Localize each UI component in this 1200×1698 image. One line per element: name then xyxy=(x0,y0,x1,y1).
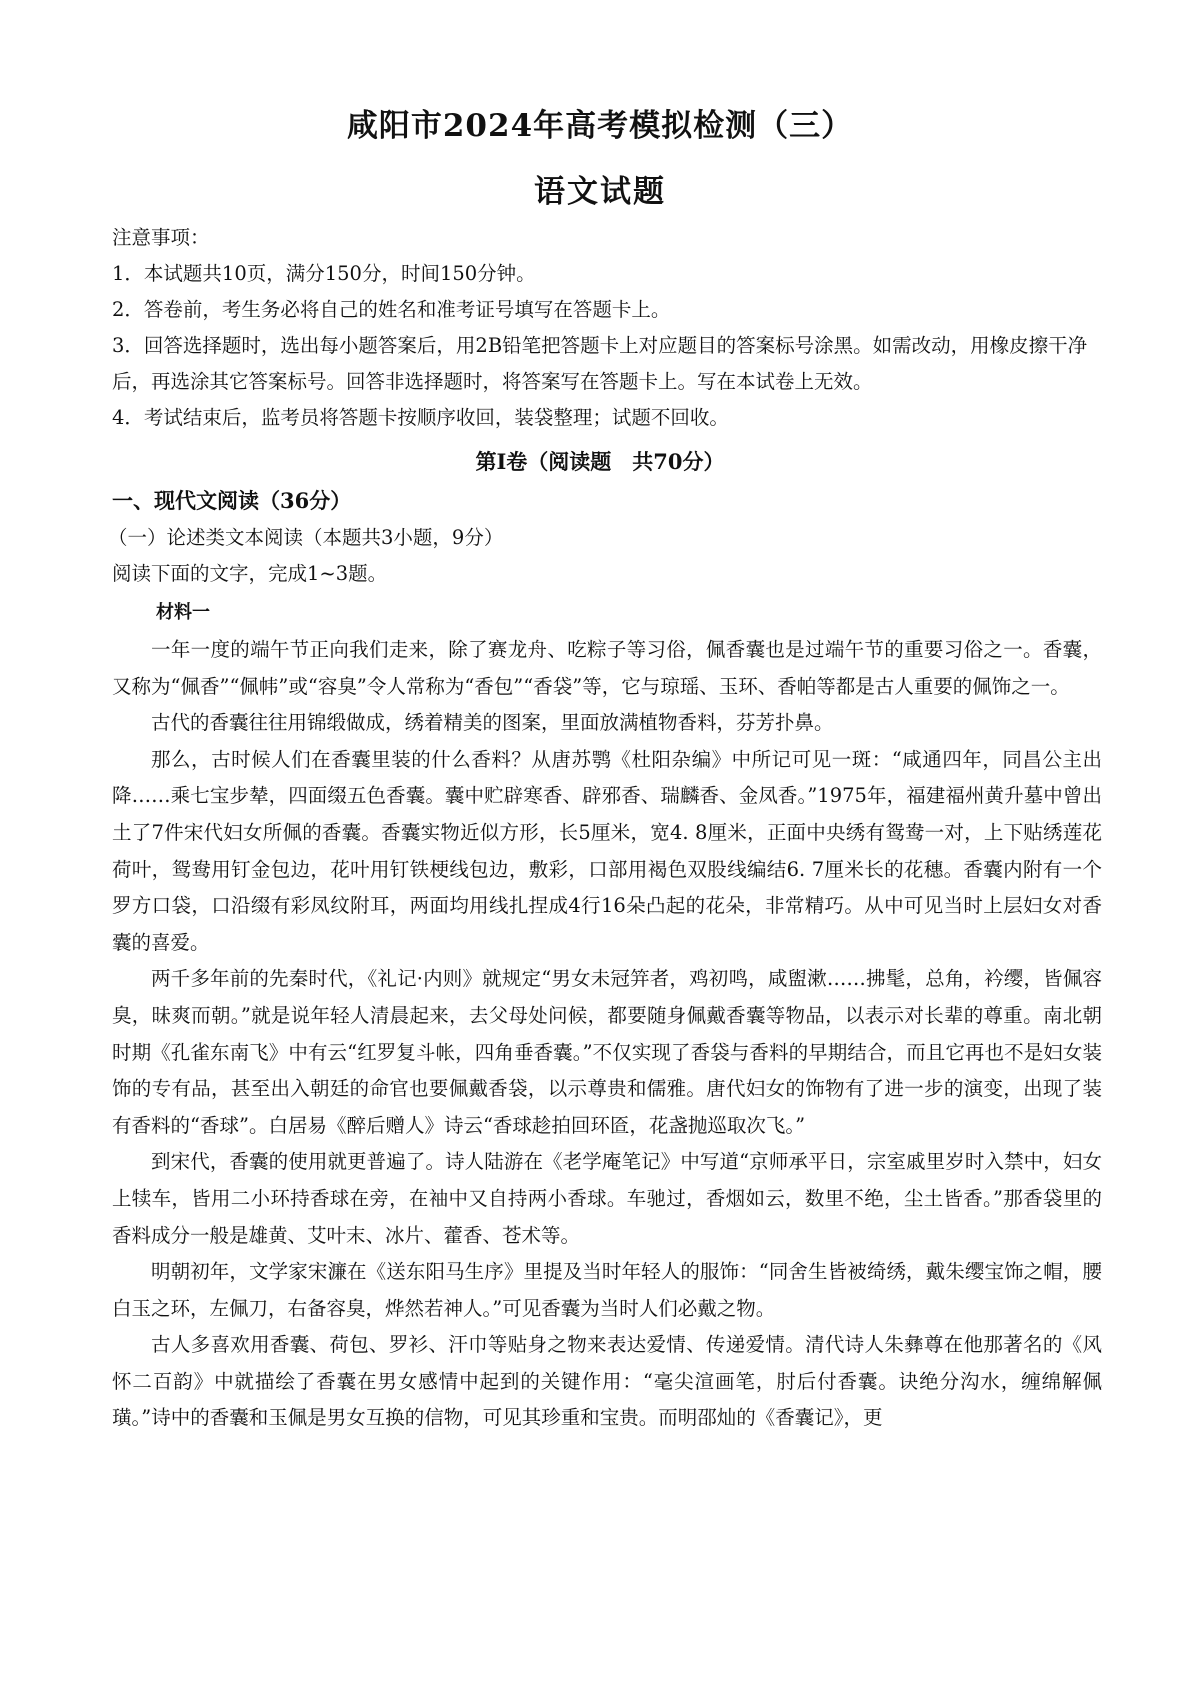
notice-item: 1．本试题共10页，满分150分，时间150分钟。 xyxy=(112,262,536,285)
article-paragraph: 一年一度的端午节正向我们走来，除了赛龙舟、吃粽子等习俗，佩香囊也是过端午节的重要习俗之一。香囊，又称为“佩香”“佩帏”或“容臭”令人常称为“香包”“香袋”等，它与琼瑶、玉环、香帕等都是古人重要的佩饰之一。 xyxy=(112,638,1102,698)
article-paragraph: 两千多年前的先秦时代，《礼记·内则》就规定“男女未冠笄者，鸡初鸣，咸盥漱……拂髦，总角，衿缨，皆佩容臭，昧爽而朝。”就是说年轻人清晨起来，去父母处问候，都要随身佩戴香囊等物品，以表示对长辈的尊重。南北朝时期《孔雀东南飞》中有云“红罗复斗帐，四角垂香囊。”不仅实现了香袋与香料的早期结合，而且它再也不是妇女装饰的专有品，甚至出入朝廷的命官也要佩戴香袋，以示尊贵和儒雅。唐代妇女的饰物有了进一步的演变，出现了装有香料的“香球”。白居易《醉后赠人》诗云“香球趁拍回环匼，花盏抛巡取次飞。” xyxy=(112,967,1102,1137)
article-paragraph: 明朝初年，文学家宋濂在《送东阳马生序》里提及当时年轻人的服饰：“同舍生皆被绮绣，戴朱缨宝饰之帽，腰白玉之环，左佩刀，右备容臭，烨然若神人。”可见香囊为当时人们必戴之物。 xyxy=(112,1260,1102,1320)
article-paragraph: 那么，古时候人们在香囊里装的什么香料？从唐苏鹗《杜阳杂编》中所记可见一斑：“咸通四年，同昌公主出降……乘七宝步辇，四面缀五色香囊。囊中贮辟寒香、辟邪香、瑞麟香、金凤香。”1975年，福建福州黄升墓中曾出土了7件宋代妇女所佩的香囊。香囊实物近似方形，长5厘米，宽4. 8厘米，正面中央绣有鸳鸯一对，上下贴绣莲花荷叶，鸳鸯用钉金包边，花叶用钉铁梗线包边，敷彩，口部用褐色双股线编结6. 7厘米长的花穗。香囊内附有一个罗方口袋，口沿缀有彩凤纹附耳，两面均用线扎捏成4行16朵凸起的花朵，非常精巧。从中可见当时上层妇女对香囊的喜爱。 xyxy=(112,747,1102,954)
exam-subtitle: 语文试题 xyxy=(534,174,666,210)
notice-item: 4．考试结束后，监考员将答题卡按顺序收回，装袋整理；试题不回收。 xyxy=(112,406,729,429)
article-paragraph: 古代的香囊往往用锦缎做成，绣着精美的图案，里面放满植物香料，芬芳扑鼻。 xyxy=(151,711,834,735)
section-title: 一、现代文阅读（36分） xyxy=(112,488,352,513)
article-paragraph: 古人多喜欢用香囊、荷包、罗衫、汗巾等贴身之物来表达爱情、传递爱情。清代诗人朱彝尊在他那著名的《风怀二百韵》中就描绘了香囊在男女感情中起到的关键作用：“毫尖渲画笔，肘后付香囊。诀绝分沟水，缠绵解佩璜。”诗中的香囊和玉佩是男女互换的信物，可见其珍重和宝贵。而明邵灿的《香囊记》，更 xyxy=(112,1333,1102,1430)
exam-title: 咸阳市2024年高考模拟检测（三） xyxy=(346,108,854,144)
material-label: 材料一 xyxy=(156,602,210,623)
notice-block xyxy=(112,220,1102,436)
part-title: 第I卷（阅读题 共70分） xyxy=(475,449,725,474)
subsection-title: （一）论述类文本阅读（本题共3小题，9分） xyxy=(108,526,504,549)
notice-heading: 注意事项： xyxy=(112,226,210,249)
notice-item: 2．答卷前，考生务必将自己的姓名和准考证号填写在答题卡上。 xyxy=(112,298,671,321)
notice-item: 3．回答选择题时，选出每小题答案后，用2B铅笔把答题卡上对应题目的答案标号涂黑。如需改动，用橡皮擦干净后，再选涂其它答案标号。回答非选择题时，将答案写在答题卡上。写在本试卷上无效。 xyxy=(112,334,1088,393)
reading-instruction: 阅读下面的文字，完成1~3题。 xyxy=(112,562,388,585)
article-body xyxy=(112,632,1102,1437)
article-paragraph: 到宋代，香囊的使用就更普遍了。诗人陆游在《老学庵笔记》中写道“京师承平日，宗室戚里岁时入禁中，妇女上犊车，皆用二小环持香球在旁，在袖中又自持两小香球。车驰过，香烟如云，数里不绝，尘土皆香。”那香袋里的香料成分一般是雄黄、艾叶末、冰片、藿香、苍术等。 xyxy=(112,1150,1102,1247)
